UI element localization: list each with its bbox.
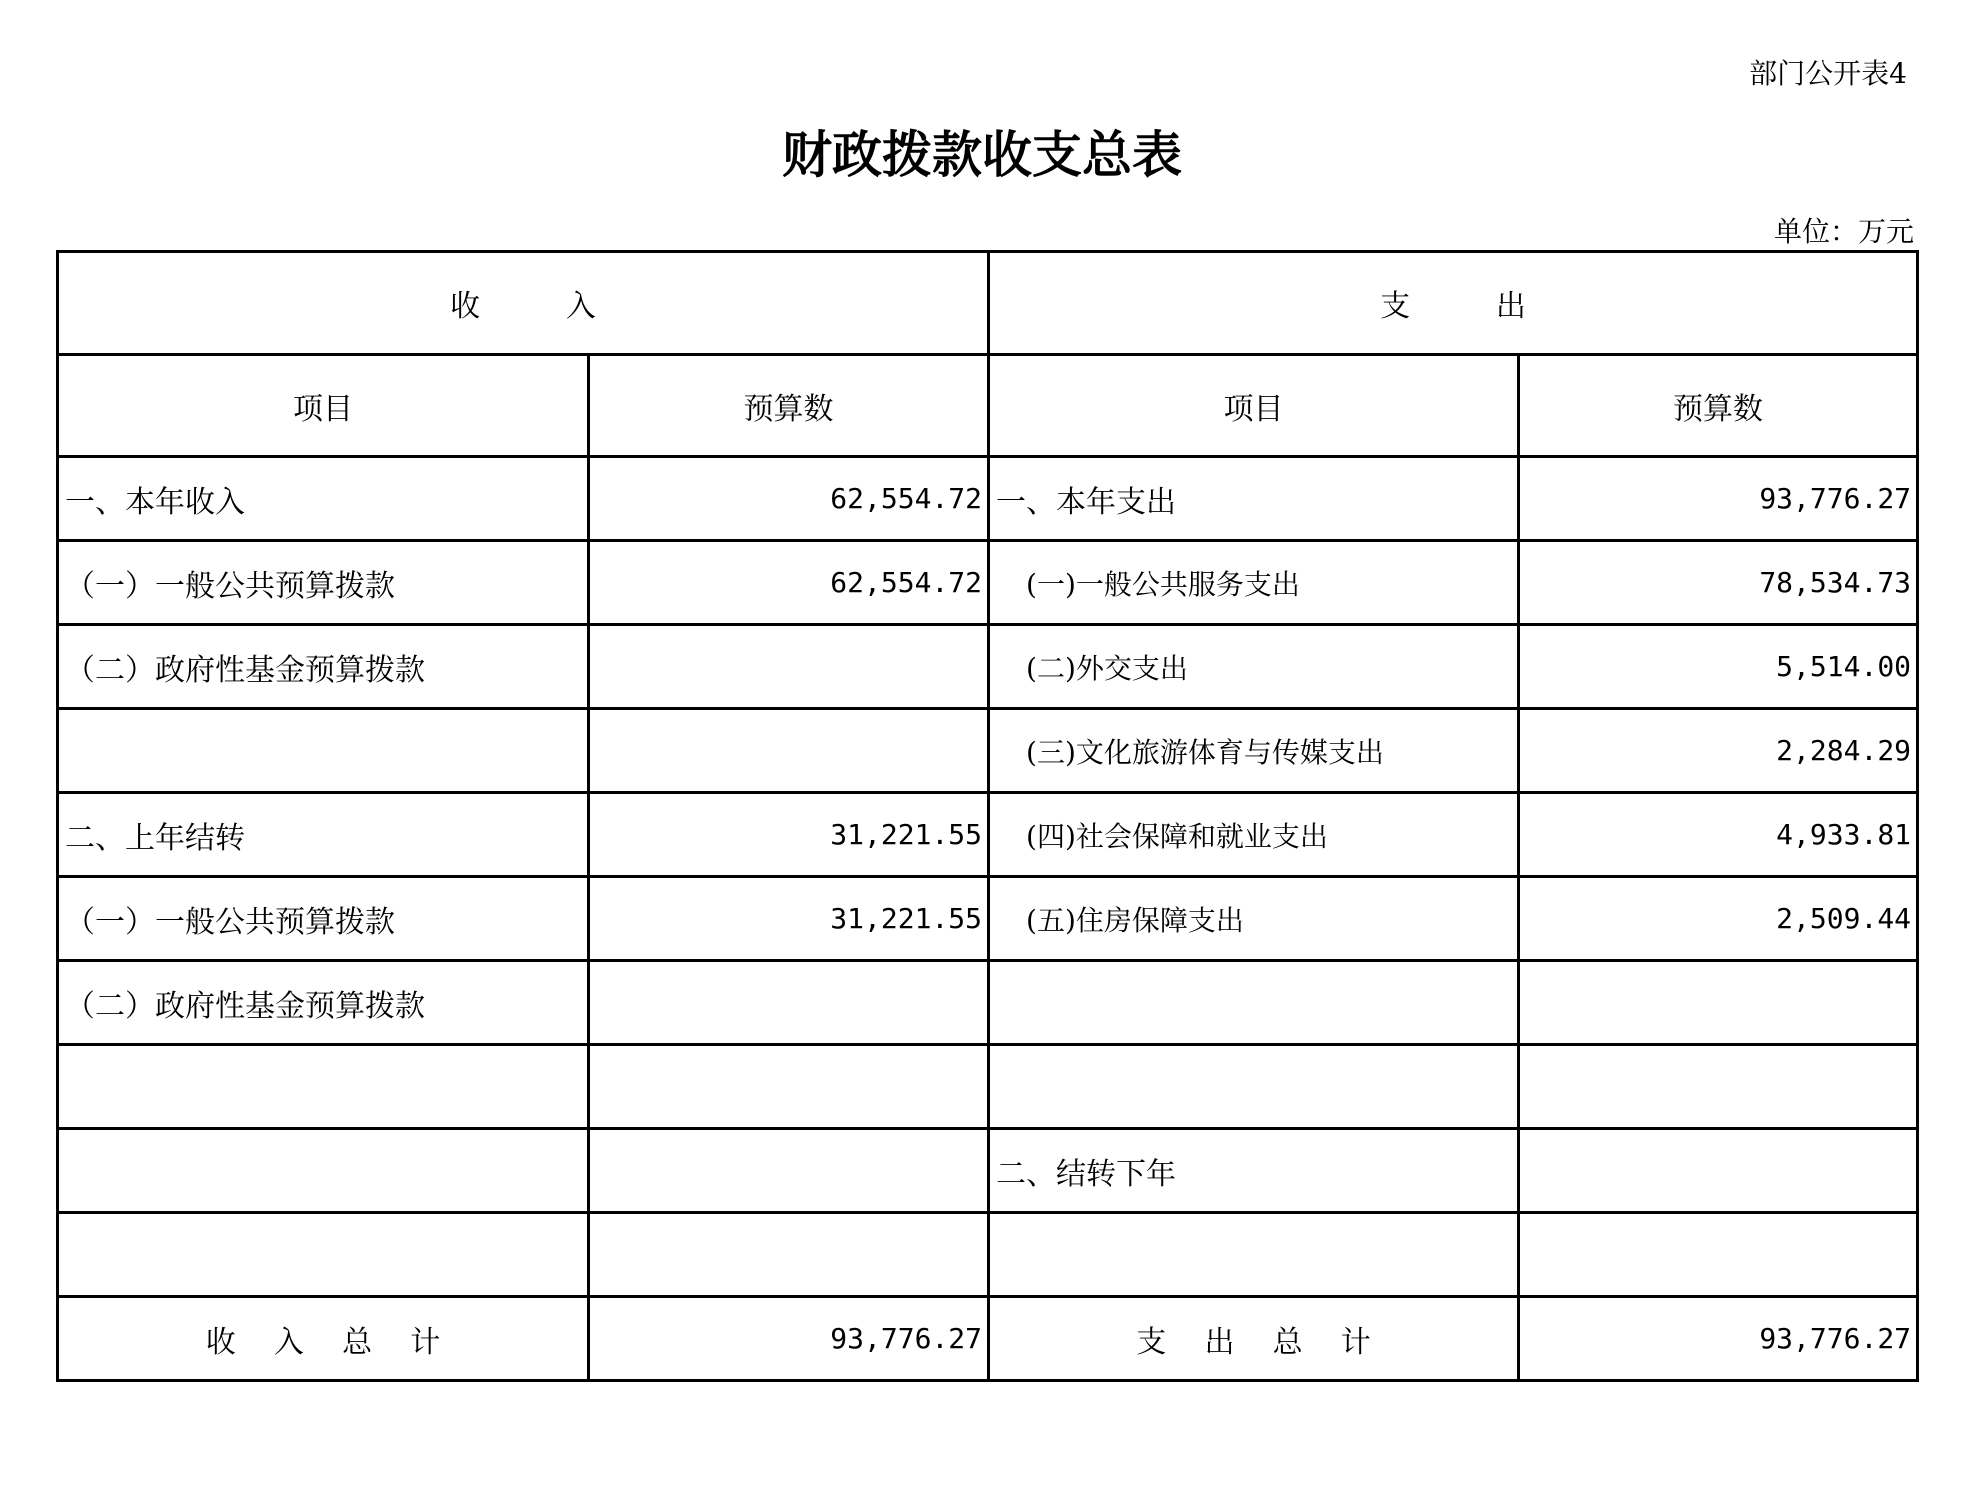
table-row [58,1129,1918,1213]
income-item [58,1213,589,1297]
expense-total-amount: 93,776.27 [1519,1297,1918,1381]
income-item-header: 项目 [58,355,589,457]
expense-item [989,1045,1519,1129]
expense-amount: 4,933.81 [1519,793,1918,877]
expense-item: (五)住房保障支出 [989,877,1519,961]
expense-band-header: 支 出 [989,252,1918,355]
band-header-row [58,252,1918,355]
expense-amount: 78,534.73 [1519,541,1918,625]
table-row [58,625,1918,709]
income-amount [589,1045,989,1129]
expense-item: (一)一般公共服务支出 [989,541,1519,625]
income-item: （一）一般公共预算拨款 [58,541,589,625]
budget-summary-table [56,250,1919,1382]
expense-amount: 2,284.29 [1519,709,1918,793]
expense-item: (三)文化旅游体育与传媒支出 [989,709,1519,793]
expense-amount [1519,1045,1918,1129]
table-row [58,1045,1918,1129]
expense-amount-header: 预算数 [1519,355,1918,457]
expense-item: (四)社会保障和就业支出 [989,793,1519,877]
expense-amount: 2,509.44 [1519,877,1918,961]
expense-item: (二)外交支出 [989,625,1519,709]
expense-amount: 5,514.00 [1519,625,1918,709]
income-amount: 62,554.72 [589,541,989,625]
column-header-row [58,355,1918,457]
income-item: （一）一般公共预算拨款 [58,877,589,961]
income-amount: 62,554.72 [589,457,989,541]
income-item: （二）政府性基金预算拨款 [58,961,589,1045]
table-row [58,877,1918,961]
income-band-header: 收 入 [58,252,989,355]
income-item [58,709,589,793]
expense-item: 一、本年支出 [989,457,1519,541]
income-item: 二、上年结转 [58,793,589,877]
table-row [58,1213,1918,1297]
income-amount: 31,221.55 [589,877,989,961]
income-amount-header: 预算数 [589,355,989,457]
income-amount [589,1213,989,1297]
table-row [58,541,1918,625]
expense-amount [1519,961,1918,1045]
expense-amount [1519,1129,1918,1213]
income-item [58,1129,589,1213]
income-total-amount: 93,776.27 [589,1297,989,1381]
income-total-label: 收 入 总 计 [58,1297,589,1381]
expense-item: 二、结转下年 [989,1129,1519,1213]
form-number: 部门公开表4 [1749,57,1907,90]
income-item [58,1045,589,1129]
table-row [58,793,1918,877]
income-amount [589,1129,989,1213]
income-amount: 31,221.55 [589,793,989,877]
table-row [58,709,1918,793]
table-row [58,961,1918,1045]
income-amount [589,961,989,1045]
expense-item [989,961,1519,1045]
total-row [58,1297,1918,1381]
page-title: 财政拨款收支总表 [782,126,1182,184]
income-item: 一、本年收入 [58,457,589,541]
expense-item [989,1213,1519,1297]
expense-amount: 93,776.27 [1519,457,1918,541]
expense-total-label: 支 出 总 计 [989,1297,1519,1381]
expense-item-header: 项目 [989,355,1519,457]
income-amount [589,625,989,709]
income-item: （二）政府性基金预算拨款 [58,625,589,709]
unit-label: 单位：万元 [1773,215,1914,248]
table-row [58,457,1918,541]
income-amount [589,709,989,793]
expense-amount [1519,1213,1918,1297]
